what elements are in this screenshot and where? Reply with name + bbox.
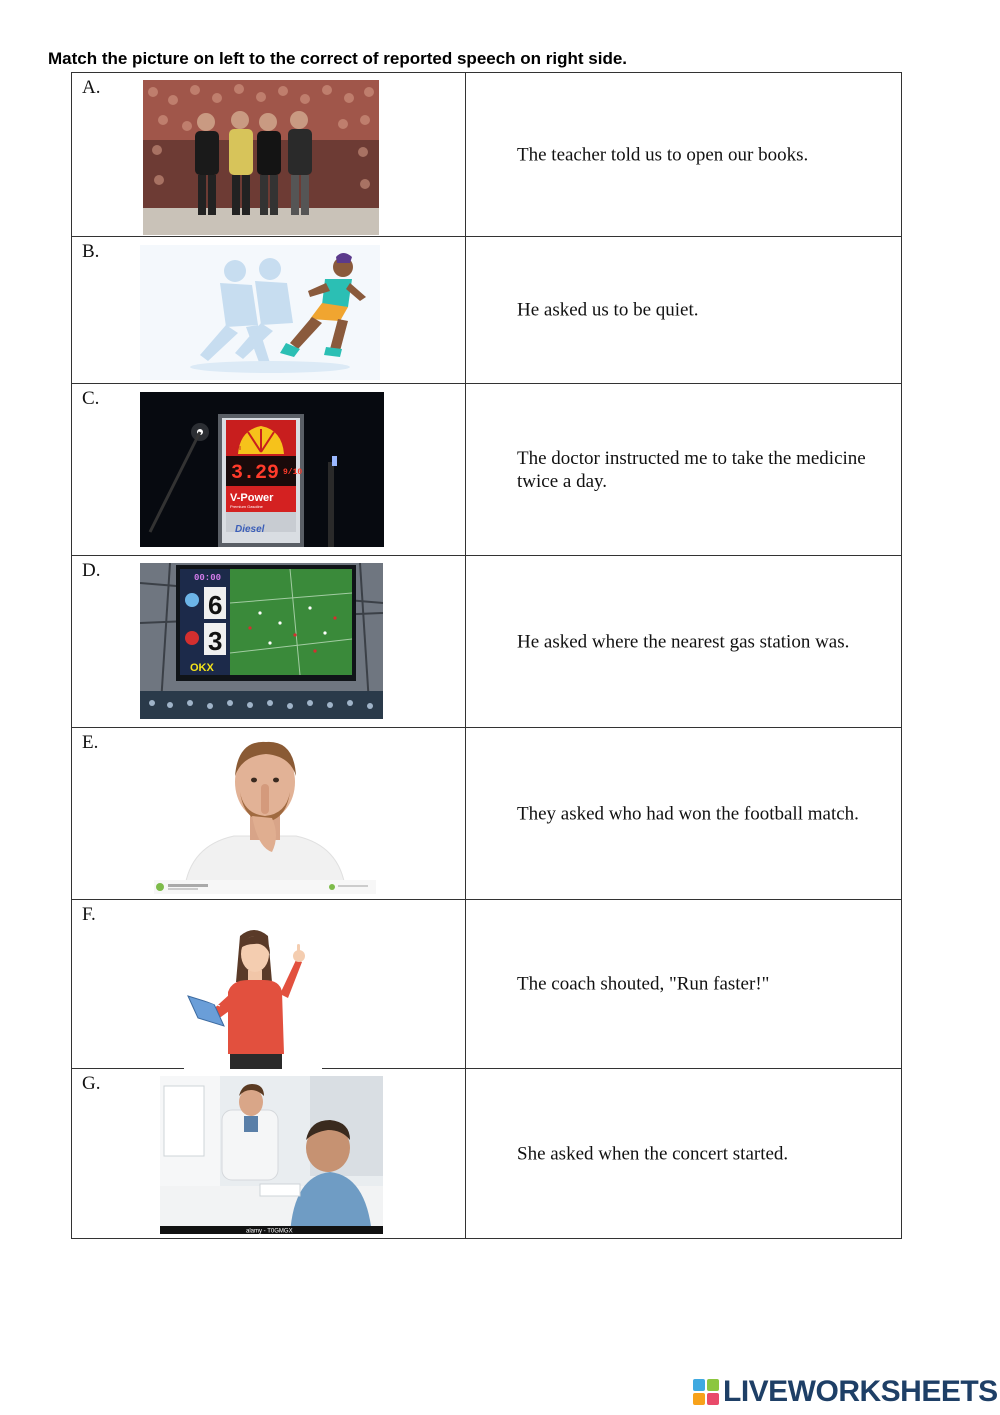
teacher-with-book-illustration [184, 926, 322, 1069]
table-row [72, 556, 902, 728]
sentence-cell-g [466, 1069, 902, 1239]
alamy-watermark: alamy - T0GMGX [246, 1228, 293, 1234]
reported-speech-sentence: He asked us to be quiet. [517, 299, 699, 321]
running-man-illustration [140, 245, 380, 380]
row-letter: D. [82, 560, 101, 581]
gas-subtitle: Premium Gasoline [230, 504, 263, 509]
sentence-cell-b [466, 237, 902, 384]
football-scoreboard-photo [140, 563, 383, 719]
sentence-cell-c [466, 384, 902, 556]
picture-cell-e [72, 728, 466, 900]
sentence-cell-e [466, 728, 902, 900]
sentence-cell-d [466, 556, 902, 728]
table-row [72, 384, 902, 556]
reported-speech-sentence: They asked who had won the football match. [517, 803, 859, 824]
scoreboard-sponsor: OKX [190, 662, 214, 674]
reported-speech-sentence: He asked where the nearest gas station was. [517, 631, 850, 652]
gas-price: 3.29 [231, 462, 280, 485]
row-letter: G. [82, 1073, 101, 1094]
away-score: 3 [208, 626, 223, 656]
table-row [72, 73, 902, 237]
table-row [72, 728, 902, 900]
gas-station-sign-photo [140, 392, 384, 547]
gas-product: V-Power [230, 492, 274, 504]
reported-speech-sentence: The coach shouted, "Run faster!" [517, 973, 770, 995]
row-letter: C. [82, 388, 100, 409]
picture-cell-a [72, 73, 466, 237]
doctor-patient-photo [160, 1076, 383, 1234]
row-letter: E. [82, 732, 99, 753]
reported-speech-sentence: The teacher told us to open our books. [517, 144, 809, 165]
table-row [72, 1069, 902, 1239]
sentence-cell-a [466, 73, 902, 237]
picture-cell-g [72, 1069, 466, 1239]
picture-cell-b [72, 237, 466, 384]
liveworksheets-logo [693, 1375, 998, 1409]
row-letter: B. [82, 241, 100, 262]
picture-cell-f [72, 900, 466, 1069]
liveworksheets-logo-icon [693, 1379, 719, 1405]
gas-fuel-label: Diesel [235, 524, 265, 535]
reported-speech-sentence: She asked when the concert started. [517, 1143, 789, 1164]
row-letter: A. [82, 77, 101, 98]
row-letter: F. [82, 904, 96, 925]
table-row [72, 237, 902, 384]
picture-cell-c [72, 384, 466, 556]
sentence-cell-f [466, 900, 902, 1069]
matching-table [71, 72, 902, 1239]
reported-speech-sentence: The doctor instructed me to take the medicine twice a day. [517, 447, 866, 492]
gas-price-fraction: 9/10 [283, 468, 303, 477]
table-row [72, 900, 902, 1069]
liveworksheets-logo-text: LIVEWORKSHEETS [723, 1375, 998, 1408]
concert-band-photo [143, 80, 379, 235]
home-score: 6 [208, 590, 223, 620]
gas-brand: Shell [230, 446, 242, 452]
man-shushing-photo [154, 736, 376, 894]
instruction-heading: Match the picture on left to the correct of reported speech on right side. [48, 49, 628, 68]
picture-cell-d [72, 556, 466, 728]
scoreboard-time: 00:00 [194, 573, 222, 583]
